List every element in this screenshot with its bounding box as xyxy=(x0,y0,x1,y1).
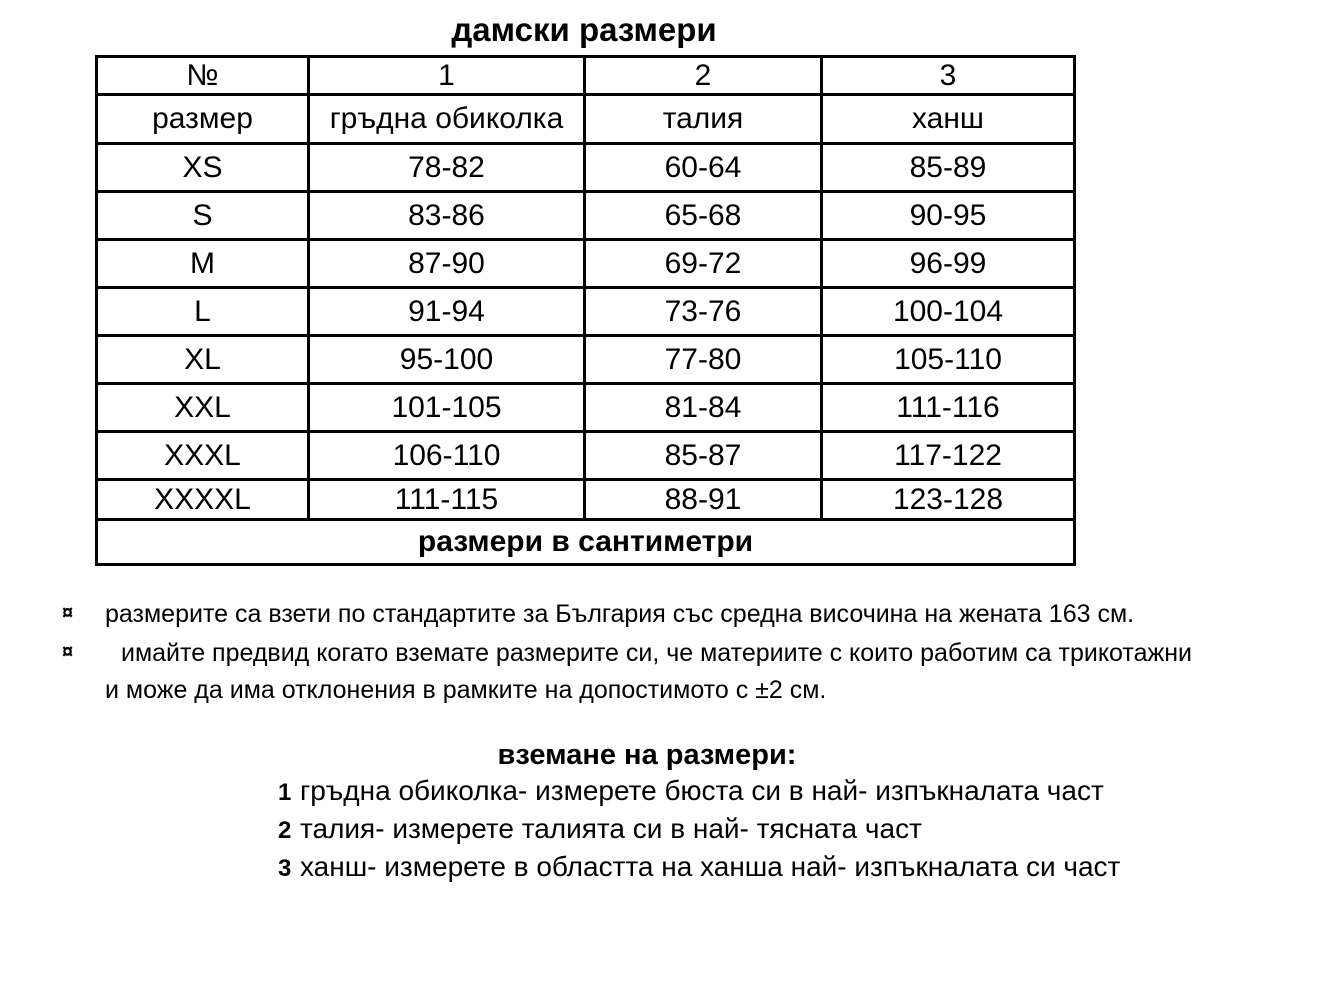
hips-cell: 90-95 xyxy=(822,192,1075,240)
hips-cell: 111-116 xyxy=(822,384,1075,432)
note-line: размерите са взети по стандартите за България със средна височина на жената 163 см. xyxy=(105,600,1135,628)
hips-cell: 105-110 xyxy=(822,336,1075,384)
bust-cell: 95-100 xyxy=(309,336,585,384)
size-cell: S xyxy=(97,192,309,240)
size-col-header: размер xyxy=(97,95,309,144)
list-item xyxy=(278,810,1120,848)
bust-col-header: гръдна обиколка xyxy=(309,95,585,144)
bust-cell: 83-86 xyxy=(309,192,585,240)
currency-bullet-icon: ¤ xyxy=(62,641,74,663)
table-row xyxy=(97,336,1075,384)
item-number: 2 xyxy=(278,817,292,844)
size-table xyxy=(95,55,1076,566)
table-row xyxy=(97,192,1075,240)
size-cell: XL xyxy=(97,336,309,384)
hips-cell: 117-122 xyxy=(822,432,1075,480)
hips-col-header: ханш xyxy=(822,95,1075,144)
table-row xyxy=(97,240,1075,288)
table-row xyxy=(97,384,1075,432)
waist-cell: 85-87 xyxy=(585,432,822,480)
table-header-numbers-row xyxy=(97,57,1075,95)
col-number-header: № xyxy=(97,57,309,95)
table-header-labels-row xyxy=(97,95,1075,144)
item-text: ханш- измерете в областта на ханша най- изпъкналата си част xyxy=(300,851,1121,882)
waist-cell: 60-64 xyxy=(585,144,822,192)
note-line: имайте предвид когато вземате размерите си, че материите с които работим са трикотажни xyxy=(121,639,1192,667)
measuring-instructions-list xyxy=(278,772,1120,886)
col-number-header: 2 xyxy=(585,57,822,95)
bust-cell: 101-105 xyxy=(309,384,585,432)
waist-cell: 81-84 xyxy=(585,384,822,432)
page-title: дамски размери xyxy=(451,11,717,48)
bust-cell: 106-110 xyxy=(309,432,585,480)
item-text: талия- измерете талията си в най- тясната част xyxy=(300,813,922,844)
bust-cell: 78-82 xyxy=(309,144,585,192)
waist-cell: 65-68 xyxy=(585,192,822,240)
item-number: 1 xyxy=(278,779,292,806)
hips-cell: 100-104 xyxy=(822,288,1075,336)
table-row xyxy=(97,288,1075,336)
waist-col-header: талия xyxy=(585,95,822,144)
item-text: гръдна обиколка- измерете бюста си в най- изпъкналата част xyxy=(300,775,1104,806)
measuring-heading: вземане на размери: xyxy=(497,739,797,771)
bust-cell: 111-115 xyxy=(309,480,585,520)
table-footer-row xyxy=(97,520,1075,565)
size-cell: XXL xyxy=(97,384,309,432)
note-line: и може да има отклонения в рамките на допостимото с ±2 см. xyxy=(105,676,827,704)
size-cell: XS xyxy=(97,144,309,192)
waist-cell: 77-80 xyxy=(585,336,822,384)
col-number-header: 3 xyxy=(822,57,1075,95)
hips-cell: 96-99 xyxy=(822,240,1075,288)
size-cell: XXXXL xyxy=(97,480,309,520)
list-item xyxy=(278,772,1120,810)
note-tolerance xyxy=(62,635,1192,709)
list-item xyxy=(278,848,1120,886)
table-row xyxy=(97,480,1075,520)
hips-cell: 123-128 xyxy=(822,480,1075,520)
note-standards xyxy=(62,596,1134,633)
waist-cell: 73-76 xyxy=(585,288,822,336)
size-cell: XXXL xyxy=(97,432,309,480)
hips-cell: 85-89 xyxy=(822,144,1075,192)
note-text xyxy=(105,596,1134,633)
units-note: размери в сантиметри xyxy=(97,520,1075,565)
col-number-header: 1 xyxy=(309,57,585,95)
size-cell: L xyxy=(97,288,309,336)
currency-bullet-icon: ¤ xyxy=(62,602,74,624)
item-number: 3 xyxy=(278,855,292,882)
table-row xyxy=(97,432,1075,480)
waist-cell: 88-91 xyxy=(585,480,822,520)
bust-cell: 87-90 xyxy=(309,240,585,288)
waist-cell: 69-72 xyxy=(585,240,822,288)
size-cell: M xyxy=(97,240,309,288)
note-text xyxy=(105,635,1192,709)
table-row xyxy=(97,144,1075,192)
bust-cell: 91-94 xyxy=(309,288,585,336)
